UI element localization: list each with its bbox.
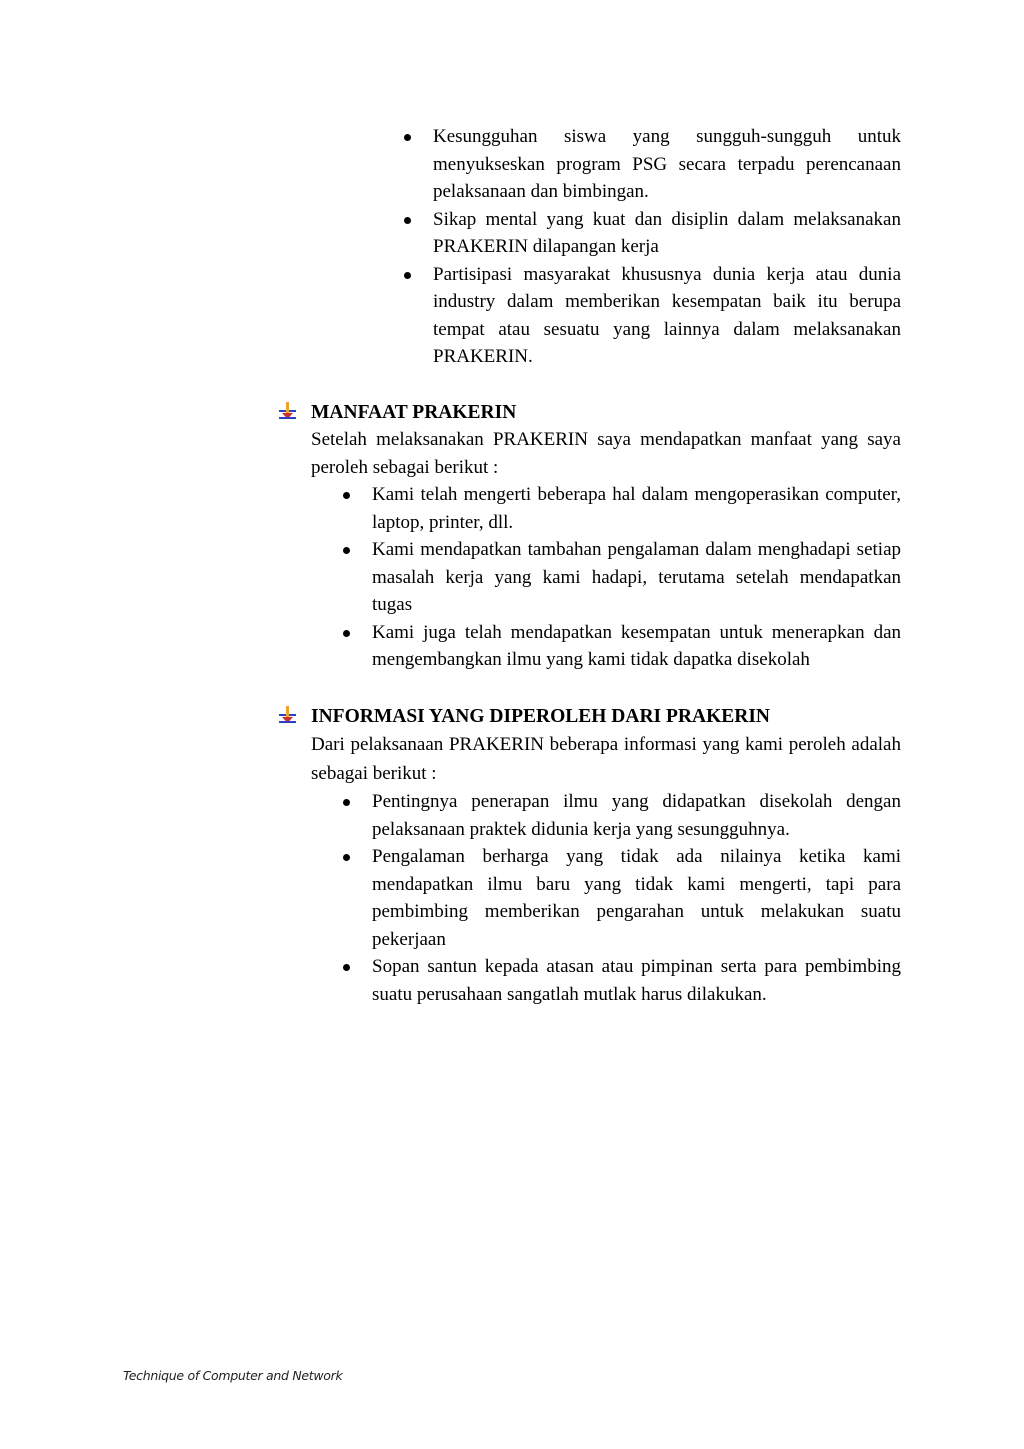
list-item xyxy=(433,123,901,206)
bullet-dot-icon xyxy=(343,547,350,554)
list-item-text: Pentingnya penerapan ilmu yang didapatkan disekolah dengan pelaksanaan praktek didunia kerja yang sesungguhnya. xyxy=(372,791,901,840)
list-item-text: Kesungguhan siswa yang sungguh-sungguh untuk menyukseskan program PSG secara terpadu perencanaan pelaksanaan dan bimbingan. xyxy=(433,126,901,202)
page-footer: Technique of Computer and Network xyxy=(123,1368,343,1383)
section-heading xyxy=(279,703,901,730)
section-intro: Setelah melaksanakan PRAKERIN saya mendapatkan manfaat yang saya peroleh sebagai berikut : xyxy=(311,429,901,478)
list-item-text: Partisipasi masyarakat khususnya dunia kerja atau dunia industry dalam memberikan kesempatan baik itu berupa tempat atau sesuatu yang lainnya dalam melaksanakan PRAKERIN. xyxy=(433,263,901,367)
list-item-text: Pengalaman berharga yang tidak ada nilainya ketika kami mendapatkan ilmu baru yang tidak kami mengerti, tapi para pembimbing memberikan pengarahan untuk melakukan suatu pekerjaan xyxy=(372,846,901,950)
list-item xyxy=(372,788,901,843)
bullet-dot-icon xyxy=(343,492,350,499)
bullet-dot-icon xyxy=(404,217,411,224)
bullet-dot-icon xyxy=(404,134,411,141)
bullet-dot-icon xyxy=(343,630,350,637)
manfaat-bullet-list xyxy=(372,481,901,674)
list-item xyxy=(372,953,901,1008)
section-heading xyxy=(279,399,901,426)
list-item xyxy=(372,536,901,619)
section-title: INFORMASI YANG DIPEROLEH DARI PRAKERIN xyxy=(311,706,771,727)
bullet-arrow-icon xyxy=(279,402,296,420)
list-item-text: Kami mendapatkan tambahan pengalaman dalam menghadapi setiap masalah kerja yang kami hadapi, terutama setelah mendapatkan tugas xyxy=(372,539,901,615)
bullet-dot-icon xyxy=(343,854,350,861)
list-item-text: Kami telah mengerti beberapa hal dalam mengoperasikan computer, laptop, printer, dll. xyxy=(372,484,901,533)
list-item xyxy=(372,843,901,953)
list-item-text: Kami juga telah mendapatkan kesempatan untuk menerapkan dan mengembangkan ilmu yang kami tidak dapatka disekolah xyxy=(372,621,901,670)
intro-bullet-list xyxy=(433,123,901,371)
section-manfaat xyxy=(279,399,901,674)
list-item xyxy=(372,481,901,536)
list-item xyxy=(372,619,901,674)
bullet-dot-icon xyxy=(404,272,411,279)
section-intro: Dari pelaksanaan PRAKERIN beberapa informasi yang kami peroleh adalah sebagai berikut : xyxy=(311,734,901,784)
bullet-dot-icon xyxy=(343,964,350,971)
bullet-dot-icon xyxy=(343,799,350,806)
section-title: MANFAAT PRAKERIN xyxy=(311,402,517,423)
list-item-text: Sikap mental yang kuat dan disiplin dalam melaksanakan PRAKERIN dilapangan kerja xyxy=(433,208,901,257)
informasi-bullet-list xyxy=(372,788,901,1008)
section-informasi xyxy=(279,703,901,1008)
list-item xyxy=(433,261,901,371)
list-item-text: Sopan santun kepada atasan atau pimpinan serta para pembimbing suatu perusahaan sangatlah mutlak harus dilakukan. xyxy=(372,956,901,1005)
bullet-arrow-icon xyxy=(279,706,296,724)
list-item xyxy=(433,206,901,261)
